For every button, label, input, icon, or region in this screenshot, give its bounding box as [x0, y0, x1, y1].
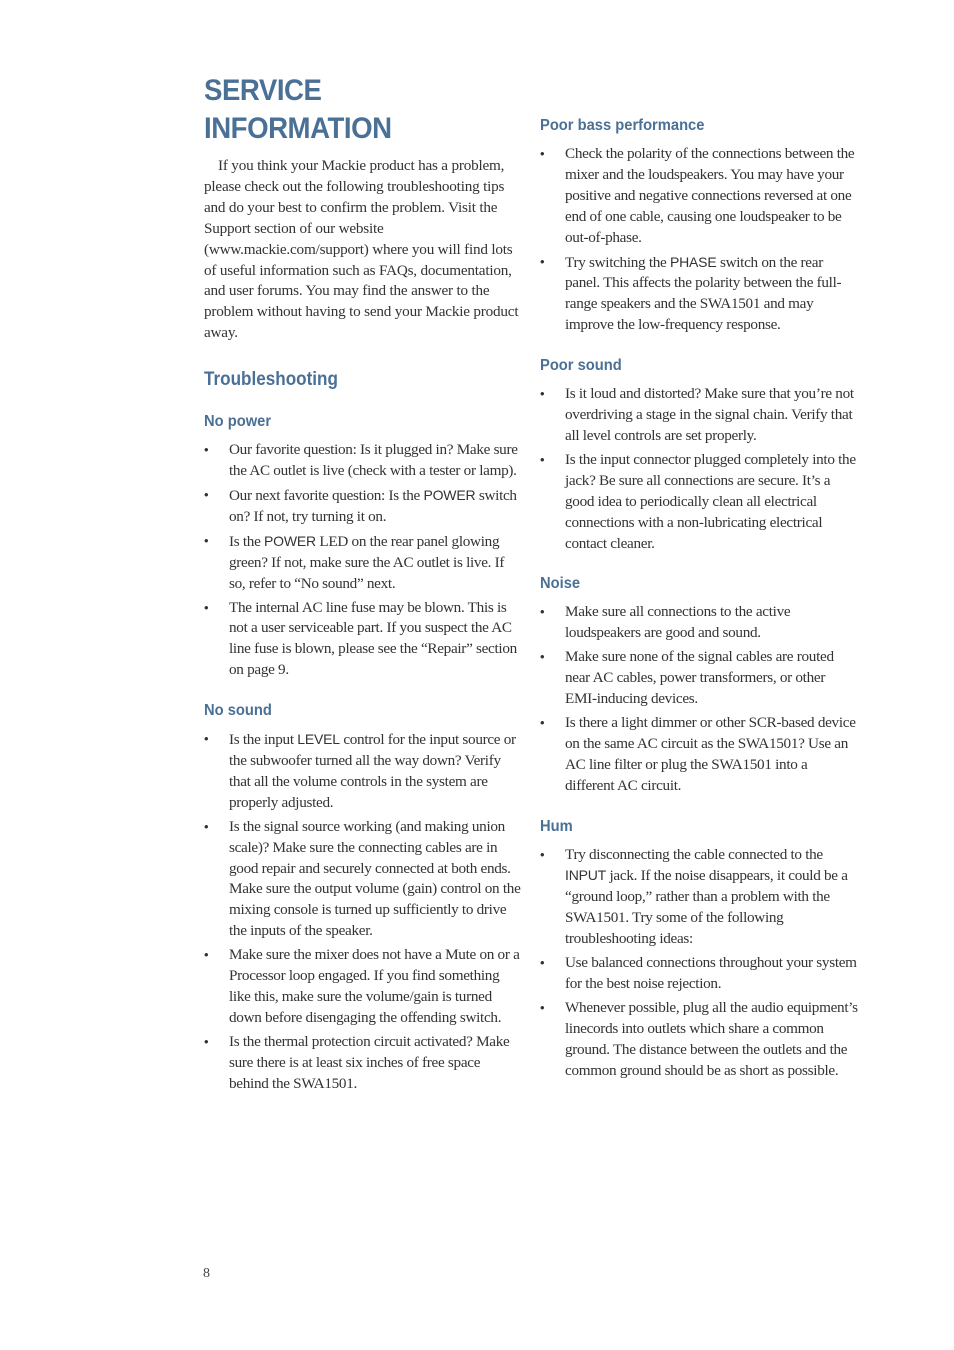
item-text: Our favorite question: Is it plugged in? Make sure the AC outlet is live (check with a tester or lamp).	[229, 441, 518, 480]
bullet-icon: •	[540, 604, 545, 620]
no-sound-heading: No sound	[204, 702, 272, 720]
item-text: Make sure the mixer does not have a Mute on or a Processor loop engaged. If you find something like this, make sure the volume/gain is turned down before disengaging the offending switch.	[229, 946, 520, 1026]
intro-paragraph: If you think your Mackie product has a problem, please check out the following troubleshooting tips and do your best to confirm the problem. Visit the Support section of our website (www.mackie.com/support) where you will find lots of useful information such as FAQs, documentation, and user forums. You may find the answer to the problem without having to send your Mackie product away.	[204, 157, 519, 342]
no-power-heading: No power	[204, 413, 272, 431]
bullet-icon: •	[204, 947, 209, 963]
control-name: LEVEL	[297, 731, 340, 748]
item-text: Is the signal source working (and making union scale)? Make sure the connecting cables are in good repair and securely connected at both ends. Make sure the output volume (gain) control on the mixing console is turned up sufficiently to drive the inputs of the speaker.	[229, 817, 521, 940]
item-text: control for the input source or the subwoofer turned all the way down? Verify that all the volume controls in the system are properly adjusted.	[229, 731, 516, 811]
item-text: switch on? If not, try turning it on.	[229, 486, 517, 525]
list-item	[540, 384, 860, 447]
bullet-icon: •	[540, 714, 545, 730]
poor-bass-list	[540, 144, 860, 336]
bullet-icon: •	[540, 386, 545, 402]
noise-heading: Noise	[540, 575, 581, 593]
list-item	[204, 440, 522, 482]
list-item	[204, 598, 522, 682]
poor-sound-list	[540, 384, 860, 554]
list-item	[540, 713, 860, 797]
list-item	[540, 845, 860, 951]
control-name: POWER	[264, 532, 316, 549]
item-text: Make sure none of the signal cables are routed near AC cables, power transformers, or other EMI-inducing devices.	[565, 648, 834, 708]
item-text: Is the input connector plugged completely into the jack? Be sure all connections are secure. It’s a good idea to periodically clean all electrical connections with a non-lubricating electrical contact cleaner.	[565, 450, 856, 552]
item-text: Check the polarity of the connections between the mixer and the loudspeakers. You may have your positive and negative connections reversed at one end of one cable, causing one loudspeaker to be out-of-phase.	[565, 145, 855, 246]
troubleshooting-heading: Troubleshooting	[204, 369, 338, 391]
noise-list	[540, 602, 860, 796]
control-name: POWER	[423, 486, 476, 503]
poor-bass-heading: Poor bass performance	[540, 117, 705, 134]
item-text: Is the input	[229, 731, 298, 749]
poor-sound-heading: Poor sound	[540, 357, 622, 375]
list-item	[540, 450, 860, 555]
item-text: Use balanced connections throughout your system for the best noise rejection.	[565, 954, 857, 992]
no-sound-list	[204, 729, 522, 1094]
item-text: Try disconnecting the cable connected to the	[565, 845, 823, 863]
list-item	[204, 1032, 522, 1095]
left-column	[204, 72, 522, 1098]
item-text: LED on the rear panel glowing green? If not, make sure the AC outlet is live. If so, refer to “No sound” next.	[229, 532, 505, 592]
list-item	[540, 998, 860, 1082]
list-item	[540, 953, 860, 995]
bullet-icon: •	[204, 599, 209, 615]
bullet-icon: •	[204, 731, 209, 747]
bullet-icon: •	[540, 999, 545, 1015]
list-item	[204, 485, 522, 528]
item-text: Is the thermal protection circuit activated? Make sure there is at least six inches of free space behind the SWA1501.	[229, 1032, 510, 1092]
bullet-icon: •	[204, 818, 209, 834]
item-text: Our next favorite question: Is the	[229, 486, 424, 504]
control-name: PHASE	[670, 253, 717, 270]
bullet-icon: •	[540, 451, 545, 467]
item-text: Try switching the	[565, 253, 670, 271]
bullet-icon: •	[204, 1033, 209, 1049]
list-item	[204, 945, 522, 1029]
item-text: The internal AC line fuse may be blown. This is not a user serviceable part. If you suspect the AC line fuse is blown, please see the “Repair” section on page 9.	[229, 598, 517, 679]
bullet-icon: •	[540, 253, 545, 269]
right-column	[540, 116, 860, 1085]
list-item	[540, 602, 860, 644]
bullet-icon: •	[540, 649, 545, 665]
bullet-icon: •	[540, 146, 545, 161]
list-item	[540, 144, 860, 249]
control-name: INPUT	[565, 867, 607, 884]
bullet-icon: •	[540, 846, 545, 862]
list-item	[540, 252, 860, 337]
item-text: Make sure all connections to the active loudspeakers are good and sound.	[565, 603, 791, 642]
bullet-icon: •	[204, 486, 209, 502]
item-text: Is the	[229, 532, 265, 550]
page-number: 8	[203, 1266, 210, 1281]
item-text: switch on the rear panel. This affects the polarity between the full-range speakers and the SWA1501 and may improve the low-frequency response.	[565, 253, 842, 334]
item-text: Whenever possible, plug all the audio equipment’s linecords into outlets which share a common ground. The distance between the outlets and the common ground should be as short as possible.	[565, 998, 858, 1079]
hum-heading: Hum	[540, 817, 573, 835]
page-title: SERVICE INFORMATION	[204, 74, 392, 145]
list-item	[540, 647, 860, 710]
list-item	[204, 729, 522, 814]
hum-list	[540, 845, 860, 1082]
item-text: jack. If the noise disappears, it could be a “ground loop,” rather than a problem with the SWA1501. Try some of the following troubleshooting ideas:	[565, 867, 848, 948]
item-text: Is there a light dimmer or other SCR-based device on the same AC circuit as the SWA1501? Use an AC line filter or plug the SWA1501 into a different AC circuit.	[565, 713, 856, 794]
bullet-icon: •	[540, 955, 545, 971]
item-text: Is it loud and distorted? Make sure that you’re not overdriving a stage in the signal chain. Verify that all level controls are set properly.	[565, 385, 854, 444]
list-item	[204, 817, 522, 942]
list-item	[204, 531, 522, 595]
bullet-icon: •	[204, 532, 209, 548]
bullet-icon: •	[204, 442, 209, 458]
no-power-list	[204, 440, 522, 681]
